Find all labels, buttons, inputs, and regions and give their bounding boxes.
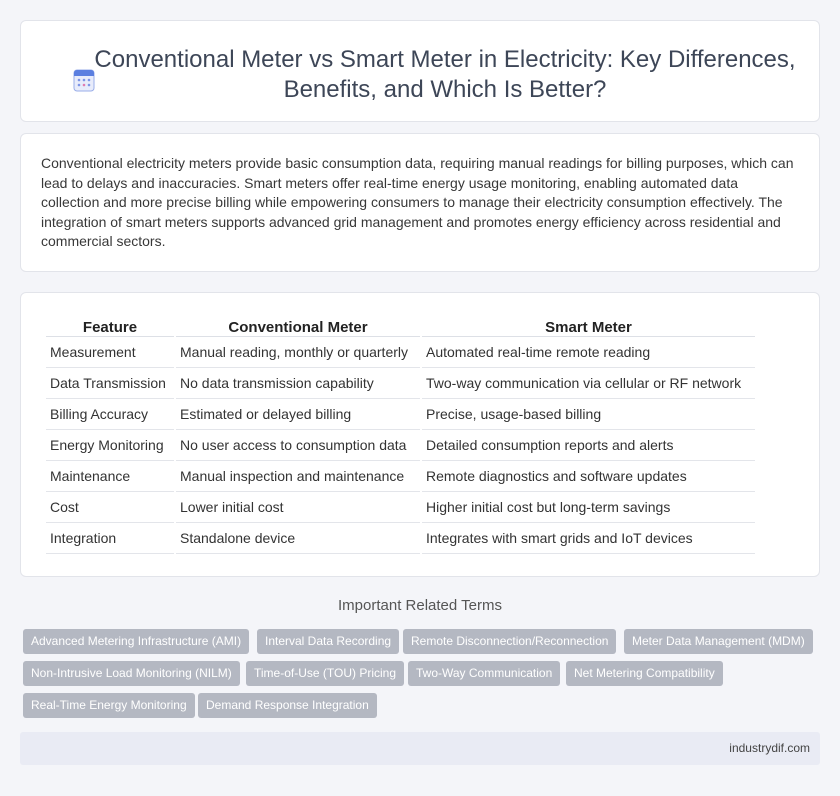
conventional-cell: Estimated or delayed billing	[176, 399, 420, 430]
related-term-tag[interactable]: Two-Way Communication	[408, 661, 560, 686]
related-term-tag[interactable]: Net Metering Compatibility	[566, 661, 723, 686]
intro-card	[20, 133, 820, 272]
table-row	[46, 399, 755, 430]
smart-cell: Two-way communication via cellular or RF network	[422, 368, 755, 399]
header-feature: Feature	[46, 315, 174, 337]
comparison-table	[44, 315, 757, 554]
table-row	[46, 368, 755, 399]
footer	[20, 732, 820, 765]
conventional-cell: Manual inspection and maintenance	[176, 461, 420, 492]
table-row	[46, 337, 755, 368]
table-row	[46, 430, 755, 461]
page-title: Conventional Meter vs Smart Meter in Electricity: Key Differences, Benefits, and Which Is Better?	[94, 46, 796, 103]
related-term-tag[interactable]: Non-Intrusive Load Monitoring (NILM)	[23, 661, 240, 686]
feature-cell: Integration	[46, 523, 174, 554]
conventional-cell: No user access to consumption data	[176, 430, 420, 461]
conventional-cell: Manual reading, monthly or quarterly	[176, 337, 420, 368]
conventional-cell: No data transmission capability	[176, 368, 420, 399]
comparison-table-card	[20, 292, 820, 577]
feature-cell: Billing Accuracy	[46, 399, 174, 430]
feature-cell: Cost	[46, 492, 174, 523]
table-row	[46, 523, 755, 554]
related-terms-title: Important Related Terms	[338, 597, 502, 614]
conventional-cell: Standalone device	[176, 523, 420, 554]
smart-cell: Higher initial cost but long-term savings	[422, 492, 755, 523]
smart-cell: Automated real-time remote reading	[422, 337, 755, 368]
smart-cell: Detailed consumption reports and alerts	[422, 430, 755, 461]
feature-cell: Data Transmission	[46, 368, 174, 399]
table-row	[46, 492, 755, 523]
table-header-row	[46, 315, 755, 337]
smart-cell: Remote diagnostics and software updates	[422, 461, 755, 492]
related-term-tag[interactable]: Demand Response Integration	[198, 693, 377, 718]
related-term-tag[interactable]: Time-of-Use (TOU) Pricing	[246, 661, 404, 686]
title-card	[20, 20, 820, 122]
footer-site-link[interactable]: industrydif.com	[729, 741, 810, 755]
table-row	[46, 461, 755, 492]
header-conventional-meter: Conventional Meter	[176, 315, 420, 337]
smart-cell: Integrates with smart grids and IoT devices	[422, 523, 755, 554]
feature-cell: Measurement	[46, 337, 174, 368]
smart-cell: Precise, usage-based billing	[422, 399, 755, 430]
feature-cell: Maintenance	[46, 461, 174, 492]
feature-cell: Energy Monitoring	[46, 430, 174, 461]
related-term-tag[interactable]: Advanced Metering Infrastructure (AMI)	[23, 629, 249, 654]
conventional-cell: Lower initial cost	[176, 492, 420, 523]
related-term-tag[interactable]: Meter Data Management (MDM)	[624, 629, 813, 654]
intro-paragraph: Conventional electricity meters provide basic consumption data, requiring manual readings for billing purposes, which can lead to delays and inaccuracies. Smart meters offer real-time energy usage monitoring, enabling automated data collection and more precise billing while empowering consumers to manage their electricity consumption effectively. The integration of smart meters supports advanced grid management and promotes energy efficiency across residential and commercial sectors.	[41, 155, 794, 249]
related-term-tag[interactable]: Remote Disconnection/Reconnection	[403, 629, 616, 654]
related-term-tag[interactable]: Interval Data Recording	[257, 629, 399, 654]
header-smart-meter: Smart Meter	[422, 315, 755, 337]
related-term-tag[interactable]: Real-Time Energy Monitoring	[23, 693, 195, 718]
